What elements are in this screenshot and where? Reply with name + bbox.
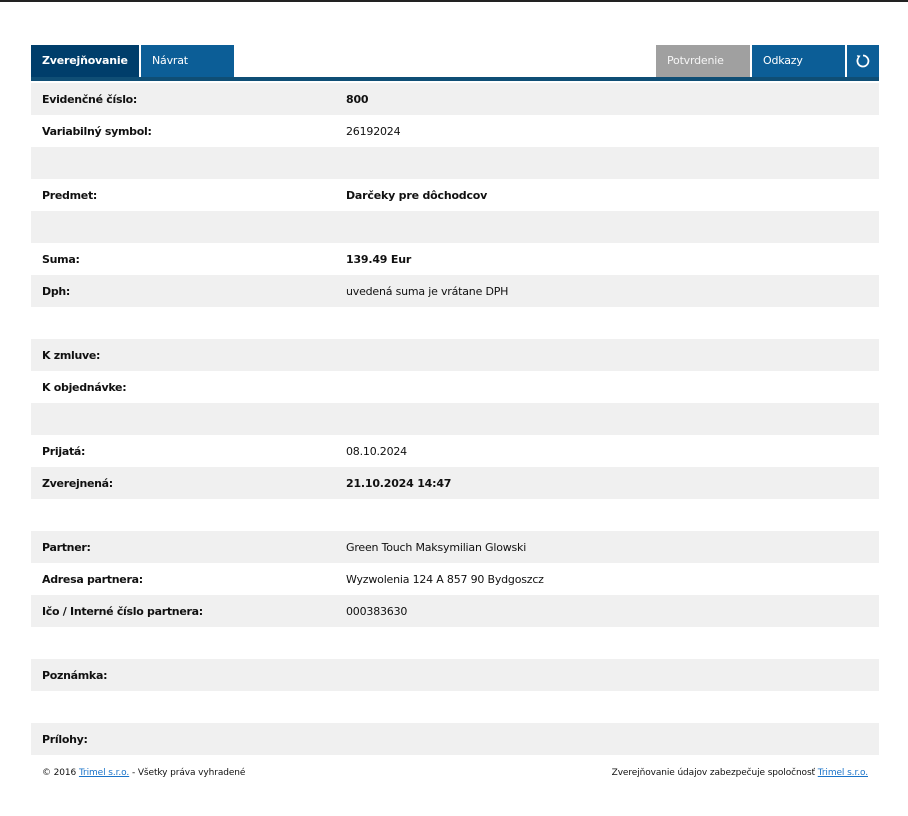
row-label: Partner: bbox=[42, 541, 91, 554]
table-row bbox=[31, 371, 879, 403]
provider-link[interactable]: Trimel s.r.o. bbox=[817, 768, 868, 778]
row-value: 139.49 Eur bbox=[346, 253, 412, 266]
table-row bbox=[31, 531, 879, 563]
table-row bbox=[31, 83, 879, 115]
table-row bbox=[31, 307, 879, 339]
row-value: Wyzwolenia 124 A 857 90 Bydgoszcz bbox=[346, 573, 544, 586]
row-label: Poznámka: bbox=[42, 669, 108, 682]
table-row bbox=[31, 339, 879, 371]
table-row bbox=[31, 435, 879, 467]
row-value: Green Touch Maksymilian Glowski bbox=[346, 541, 527, 554]
footer-copyright bbox=[42, 768, 245, 778]
row-value: 21.10.2024 14:47 bbox=[346, 477, 452, 490]
row-value: 26192024 bbox=[346, 125, 401, 138]
row-label: Zverejnená: bbox=[42, 477, 113, 490]
row-label: Suma: bbox=[42, 253, 80, 266]
row-label: Evidenčné číslo: bbox=[42, 93, 138, 106]
table-row bbox=[31, 723, 879, 755]
row-label: Adresa partnera: bbox=[42, 573, 143, 586]
copyright-suffix: - Všetky práva vyhradené bbox=[129, 768, 246, 778]
tab-underline bbox=[31, 77, 879, 81]
table-row bbox=[31, 211, 879, 243]
company-link[interactable]: Trimel s.r.o. bbox=[78, 768, 130, 778]
tab-navrat[interactable]: Návrat bbox=[141, 45, 234, 77]
refresh-button[interactable] bbox=[847, 45, 879, 77]
top-border bbox=[0, 0, 908, 2]
tab-odkazy[interactable]: Odkazy bbox=[752, 45, 845, 77]
copyright-prefix: © 2016 bbox=[42, 768, 79, 778]
table-row bbox=[31, 275, 879, 307]
row-label: Variabilný symbol: bbox=[42, 125, 152, 138]
table-row bbox=[31, 243, 879, 275]
row-value: 000383630 bbox=[346, 605, 408, 618]
provider-text: Zverejňovanie údajov zabezpečuje spoločnosť bbox=[611, 768, 818, 778]
footer-provider bbox=[612, 768, 868, 778]
row-value: Darčeky pre dôchodcov bbox=[346, 189, 488, 202]
row-label: Prijatá: bbox=[42, 445, 86, 458]
row-label: Predmet: bbox=[42, 189, 98, 202]
table-row bbox=[31, 563, 879, 595]
row-label: K zmluve: bbox=[42, 349, 101, 362]
table-row bbox=[31, 179, 879, 211]
row-label: Ičo / Interné číslo partnera: bbox=[42, 605, 203, 618]
row-value: 08.10.2024 bbox=[346, 445, 407, 458]
row-value: uvedená suma je vrátane DPH bbox=[346, 285, 509, 298]
tab-zverejnovanie[interactable]: Zverejňovanie bbox=[31, 45, 139, 77]
refresh-icon bbox=[855, 53, 871, 69]
table-row bbox=[31, 659, 879, 691]
table-row bbox=[31, 147, 879, 179]
table-row bbox=[31, 115, 879, 147]
table-row bbox=[31, 499, 879, 531]
tab-bar bbox=[31, 45, 879, 81]
table-row bbox=[31, 627, 879, 659]
row-value: 800 bbox=[346, 93, 369, 106]
detail-table bbox=[31, 83, 879, 755]
table-row bbox=[31, 467, 879, 499]
row-label: K objednávke: bbox=[42, 381, 127, 394]
table-row bbox=[31, 595, 879, 627]
table-row bbox=[31, 403, 879, 435]
tab-potvrdenie[interactable]: Potvrdenie bbox=[656, 45, 750, 77]
row-label: Dph: bbox=[42, 285, 71, 298]
footer bbox=[42, 768, 868, 782]
table-row bbox=[31, 691, 879, 723]
row-label: Prílohy: bbox=[42, 733, 88, 746]
